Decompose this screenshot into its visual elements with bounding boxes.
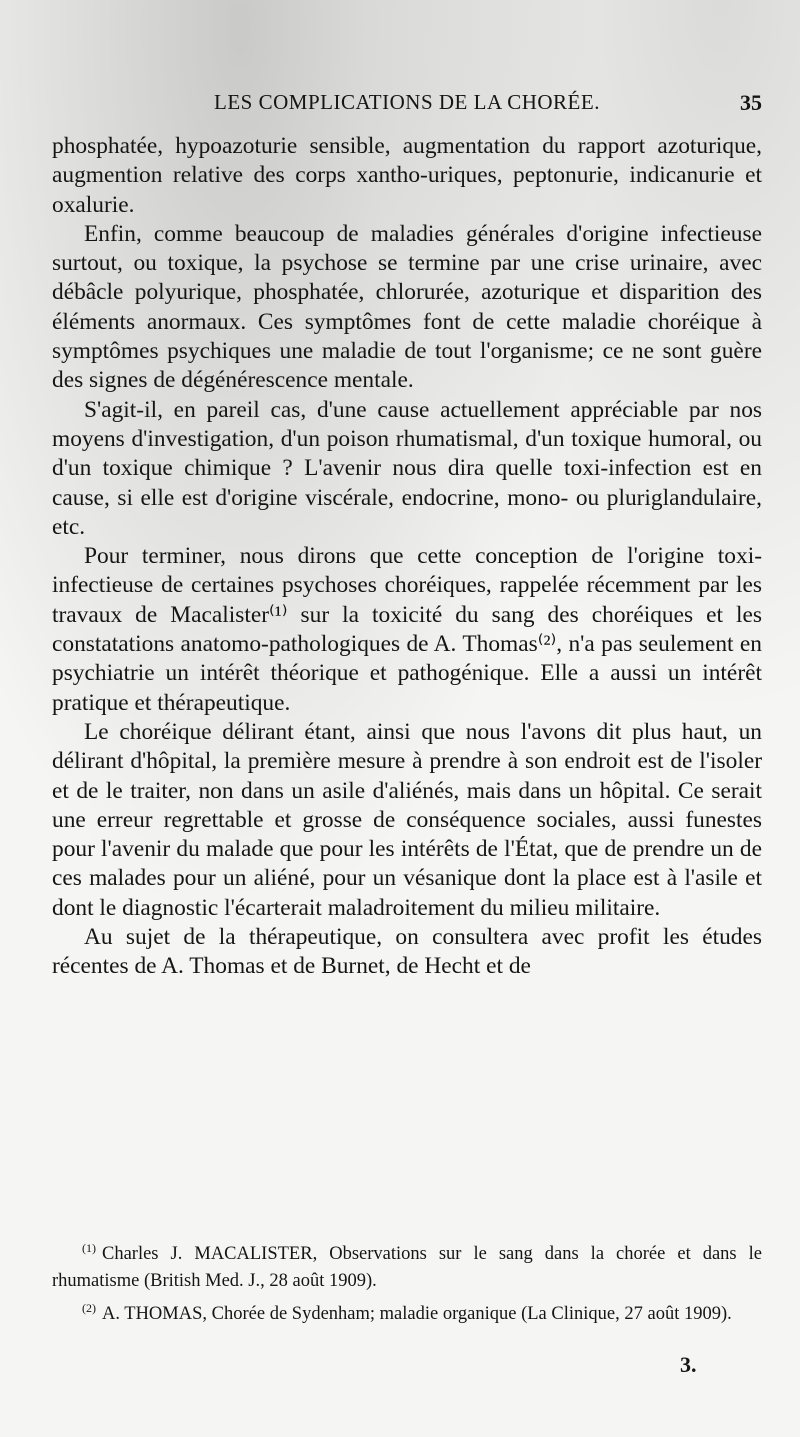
footnote-1 [52, 1235, 762, 1295]
page-number: 35 [740, 90, 762, 115]
footnote-mark: (1) [82, 1241, 96, 1255]
footnote-text: Charles J. MACALISTER, Observations sur le sang dans la chorée et dans le rhumatisme (British Med. J., 28 août 1909). [52, 1244, 762, 1292]
footnote-mark: (2) [82, 1301, 96, 1316]
body-text [52, 132, 762, 982]
footnote-text: A. THOMAS, Chorée de Sydenham; maladie organique (La Clinique, 27 août 1909). [102, 1304, 732, 1325]
paragraph-4: Pour terminer, nous dirons que cette conception de l'origine toxi-infectieuse de certaines psychoses choréiques, rappelée récemment par les travaux de Macalister⁽¹⁾ sur la toxicité du sang des choréiques et les constatations anatomo-pathologiques de A. Thomas⁽²⁾, n'a pas seulement en psychiatrie un intérêt théorique et pathogénique. Elle a aussi un intérêt pratique et thérapeutique. [52, 543, 762, 716]
paragraph-1: phosphatée, hypoazoturie sensible, augmentation du rapport azoturique, augmention relative des corps xantho-uriques, peptonurie, indicanurie et oxalurie. [52, 133, 762, 218]
footnote-2 [52, 1295, 762, 1328]
paragraph-3: S'agit-il, en pareil cas, d'une cause actuellement appréciable par nos moyens d'investigation, d'un poison rhumatismal, d'un toxique humoral, ou d'un toxique chimique ? L'avenir nous dira quelle toxi-infection est en cause, si elle est d'origine viscérale, endocrine, mono- ou pluriglandulaire, etc. [52, 396, 762, 540]
running-head [52, 90, 762, 118]
paragraph-5: Le choréique délirant étant, ainsi que nous l'avons dit plus haut, un délirant d'hôpital, la première mesure à prendre à son endroit est de l'isoler et de le traiter, non dans un asile d'aliénés, mais dans un hôpital. Ce serait une erreur regrettable et grosse de conséquence sociales, aussi funestes pour l'avenir du malade que pour les intérêts de l'État, que de prendre un de ces malades pour un aliéné, pour un vésanique dont la place est à l'asile et dont le diagnostic l'écarterait maladroitement du milieu militaire. [52, 718, 762, 921]
signature-mark: 3. [680, 1352, 697, 1377]
footnotes [52, 1235, 762, 1328]
running-title: LES COMPLICATIONS DE LA CHORÉE. [214, 90, 600, 114]
paragraph-2: Enfin, comme beaucoup de maladies générales d'origine infectieuse surtout, ou toxique, la psychose se termine par une crise urinaire, avec débâcle polyurique, phosphatée, chlorurée, azoturique et disparition des éléments anormaux. Ces symptômes font de cette maladie choréique à symptômes psychiques une maladie de tout l'organisme; ce ne sont guère des signes de dégénérescence mentale. [52, 220, 762, 394]
paragraph-6: Au sujet de la thérapeutique, on consultera avec profit les études récentes de A. Thomas et de Burnet, de Hecht et de [52, 924, 762, 980]
